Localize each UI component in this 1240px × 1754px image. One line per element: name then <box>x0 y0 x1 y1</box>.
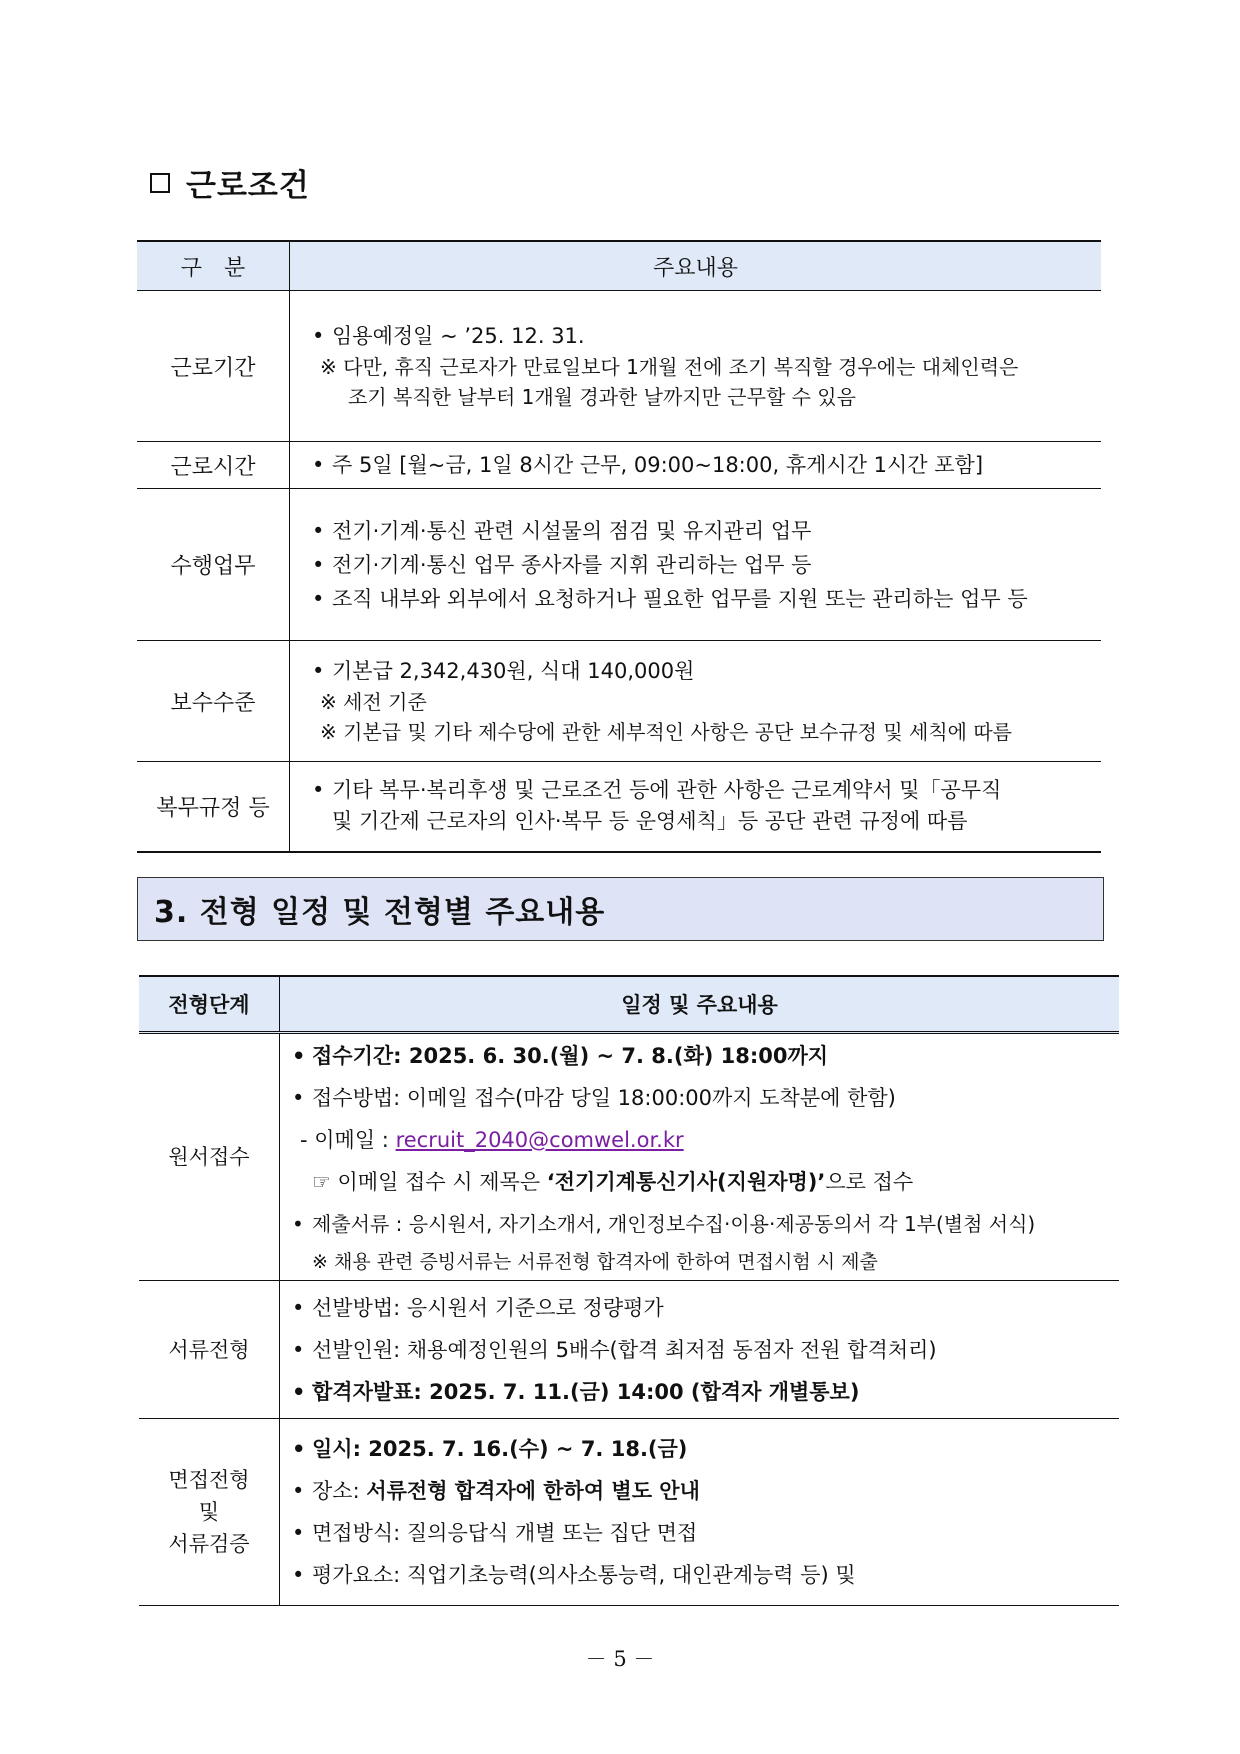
row-content: • 기타 복무·복리후생 및 근로조건 등에 관한 사항은 근로계약서 및「공무직 및 기간제 근로자의 인사·복무 등 운영세칙」등 공단 관련 규정에 따름 <box>290 762 1102 852</box>
row-content: • 접수기간: 2025. 6. 30.(월) ~ 7. 8.(화) 18:00까지 • 접수방법: 이메일 접수(마감 당일 18:00:00까지 도착분에 한함) - 이메일 : recruit_2040@comwel.or.kr ☞ 이메일 접수 시 제목은 ‘전기기계통신기사(지원자명)’으로 접수 • 제출서류 : 응시원서, 자기소개서, 개인정보수집·이용·제공동의서 각 1부(별첨 서식) ※ 채용 관련 증빙서류는 서류전형 합격자에 한하여 면접시험 시 제출 <box>280 1033 1120 1281</box>
table-row <box>137 641 1101 762</box>
row-content: • 기본급 2,342,430원, 식대 140,000원 ※ 세전 기준 ※ 기본급 및 기타 제수당에 관한 세부적인 사항은 공단 보수규정 및 세칙에 따름 <box>290 641 1102 762</box>
section-heading-working-conditions <box>150 160 310 205</box>
column-header-stage: 전형단계 <box>139 976 280 1033</box>
row-label: 근로시간 <box>137 442 290 489</box>
row-label: 수행업무 <box>137 489 290 641</box>
section-banner-title: 3. 전형 일정 및 전형별 주요내용 <box>154 895 606 930</box>
table-row <box>137 489 1101 641</box>
row-content: • 전기·기계·통신 관련 시설물의 점검 및 유지관리 업무 • 전기·기계·통신 업무 종사자를 지휘 관리하는 업무 등 • 조직 내부와 외부에서 요청하거나 필요한 업무를 지원 또는 관리하는 업무 등 <box>290 489 1102 641</box>
row-label: 면접전형 및 서류검증 <box>139 1419 280 1606</box>
column-header-category: 구 분 <box>137 241 290 291</box>
table-row <box>137 291 1101 442</box>
column-header-schedule: 일정 및 주요내용 <box>280 976 1120 1033</box>
checkbox-square-icon <box>150 173 170 193</box>
section-title: 근로조건 <box>186 168 310 204</box>
page-number: － 5 － <box>585 1647 655 1671</box>
row-label: 근로기간 <box>137 291 290 442</box>
row-content: • 일시: 2025. 7. 16.(수) ~ 7. 18.(금) • 장소: 서류전형 합격자에 한하여 별도 안내 • 면접방식: 질의응답식 개별 또는 집단 면접 • 평가요소: 직업기초능력(의사소통능력, 대인관계능력 등) 및 <box>280 1419 1120 1606</box>
table-row <box>139 1419 1119 1606</box>
email-link[interactable]: recruit_2040@comwel.or.kr <box>395 1128 684 1152</box>
row-label: 보수수준 <box>137 641 290 762</box>
row-content: • 주 5일 [월~금, 1일 8시간 근무, 09:00~18:00, 휴게시간 1시간 포함] <box>290 442 1102 489</box>
selection-schedule-table <box>139 975 1119 1606</box>
column-header-content: 주요내용 <box>290 241 1102 291</box>
working-conditions-table <box>137 240 1101 853</box>
row-content: • 선발방법: 응시원서 기준으로 정량평가 • 선발인원: 채용예정인원의 5배수(합격 최저점 동점자 전원 합격처리) • 합격자발표: 2025. 7. 11.(금) 14:00 (합격자 개별통보) <box>280 1281 1120 1419</box>
table-row <box>139 1281 1119 1419</box>
section-banner <box>137 877 1104 941</box>
table-row <box>137 762 1101 852</box>
table-row <box>137 442 1101 489</box>
row-label: 원서접수 <box>139 1033 280 1281</box>
table-row <box>139 1033 1119 1281</box>
row-label: 서류전형 <box>139 1281 280 1419</box>
row-content: • 임용예정일 ~ ’25. 12. 31. ※ 다만, 휴직 근로자가 만료일보다 1개월 전에 조기 복직할 경우에는 대체인력은 조기 복직한 날부터 1개월 경과한 날까지만 근무할 수 있음 <box>290 291 1102 442</box>
row-label: 복무규정 등 <box>137 762 290 852</box>
